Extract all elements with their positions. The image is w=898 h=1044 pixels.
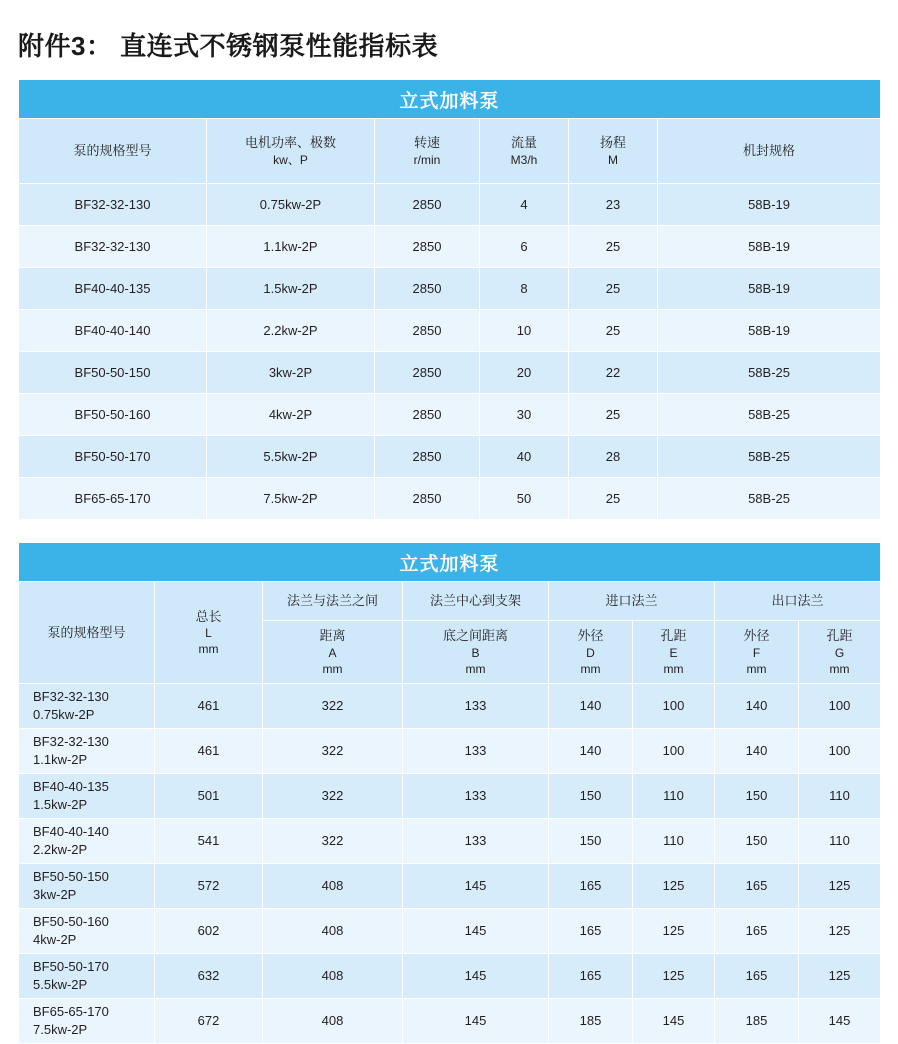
cell-outlet-g: 125 (799, 953, 881, 998)
cell-head: 25 (569, 394, 658, 436)
table-performance-caption: 立式加料泵 (19, 80, 881, 119)
header-inlet-outer-d-unit: mm (580, 661, 601, 676)
table-row (19, 683, 881, 728)
table-row (19, 818, 881, 863)
table-row (19, 998, 881, 1043)
header-distance-b-unit: mm (465, 661, 486, 676)
table-dimensions-caption-row (19, 543, 881, 582)
header-inlet-hole-e-main: 孔距 (660, 628, 687, 643)
header-inlet-flange: 进口法兰 (549, 582, 715, 621)
header-power-unit: kw、P (273, 152, 308, 167)
cell-flow: 40 (480, 436, 569, 478)
header-speed-unit: r/min (413, 152, 441, 167)
cell-seal: 58B-19 (658, 310, 881, 352)
cell-model-line1: BF50-50-160 (33, 913, 109, 929)
cell-speed: 2850 (375, 352, 480, 394)
cell-outlet-g: 125 (799, 863, 881, 908)
table-row (19, 728, 881, 773)
cell-speed: 2850 (375, 310, 480, 352)
table-row (19, 310, 881, 352)
cell-head: 22 (569, 352, 658, 394)
header-inlet-outer-d (549, 621, 633, 684)
cell-distance-b: 145 (403, 953, 549, 998)
header-seal-main: 机封规格 (743, 143, 796, 159)
cell-head: 28 (569, 436, 658, 478)
header-outlet-flange: 出口法兰 (715, 582, 881, 621)
header-seal (658, 119, 881, 184)
cell-power: 5.5kw-2P (207, 436, 375, 478)
table-row (19, 226, 881, 268)
header-outlet-hole-g-code: G (834, 645, 845, 660)
table-row (19, 773, 881, 818)
cell-inlet-d: 165 (549, 953, 633, 998)
cell-inlet-d: 165 (549, 908, 633, 953)
header-outlet-hole-g (799, 621, 881, 684)
table-row (19, 394, 881, 436)
cell-length-l: 602 (155, 908, 263, 953)
cell-length-l: 632 (155, 953, 263, 998)
cell-power: 1.1kw-2P (207, 226, 375, 268)
cell-length-l: 461 (155, 683, 263, 728)
cell-length-l: 572 (155, 863, 263, 908)
cell-seal: 58B-25 (658, 478, 881, 520)
page-title: 附件3： 直连式不锈钢泵性能指标表 (18, 31, 439, 61)
header-speed (375, 119, 480, 184)
cell-distance-a: 322 (263, 818, 403, 863)
header-model-label: 泵的规格型号 (47, 624, 126, 640)
cell-distance-a: 408 (263, 998, 403, 1043)
cell-model-line2: 1.1kw-2P (33, 751, 88, 767)
cell-outlet-f: 165 (715, 863, 799, 908)
cell-distance-b: 145 (403, 863, 549, 908)
cell-model-line1: BF40-40-140 (33, 823, 109, 839)
cell-head: 25 (569, 268, 658, 310)
header-distance-a-main: 距离 (319, 628, 346, 643)
cell-model-line2: 2.2kw-2P (33, 841, 88, 857)
cell-model-line1: BF32-32-130 (33, 688, 109, 704)
header-distance-b (403, 621, 549, 684)
cell-model-line1: BF32-32-130 (33, 733, 109, 749)
cell-inlet-e: 125 (633, 863, 715, 908)
cell-outlet-f: 165 (715, 953, 799, 998)
cell-power: 1.5kw-2P (207, 268, 375, 310)
cell-speed: 2850 (375, 184, 480, 226)
cell-inlet-e: 125 (633, 953, 715, 998)
cell-distance-b: 145 (403, 998, 549, 1043)
cell-flow: 10 (480, 310, 569, 352)
table-performance-caption-row (19, 80, 881, 119)
header-total-length-label: 总长 (195, 608, 222, 624)
cell-model (19, 728, 155, 773)
cell-outlet-g: 100 (799, 683, 881, 728)
header-distance-b-main: 底之间距离 (442, 628, 508, 643)
cell-distance-a: 408 (263, 863, 403, 908)
cell-model: BF40-40-140 (19, 310, 207, 352)
cell-inlet-d: 150 (549, 773, 633, 818)
cell-seal: 58B-19 (658, 268, 881, 310)
cell-model: BF65-65-170 (19, 478, 207, 520)
cell-model: BF50-50-160 (19, 394, 207, 436)
header-flange-between: 法兰与法兰之间 (263, 582, 403, 621)
cell-distance-a: 322 (263, 728, 403, 773)
cell-distance-a: 322 (263, 683, 403, 728)
cell-power: 3kw-2P (207, 352, 375, 394)
cell-seal: 58B-25 (658, 436, 881, 478)
cell-inlet-d: 140 (549, 728, 633, 773)
header-outlet-outer-f-unit: mm (746, 661, 767, 676)
header-total-length (155, 582, 263, 684)
cell-outlet-g: 125 (799, 908, 881, 953)
cell-distance-b: 133 (403, 728, 549, 773)
cell-model: BF50-50-170 (19, 436, 207, 478)
cell-flow: 50 (480, 478, 569, 520)
table-dimensions (18, 542, 881, 1044)
cell-inlet-e: 100 (633, 728, 715, 773)
header-model (19, 582, 155, 684)
cell-model-line2: 5.5kw-2P (33, 976, 88, 992)
header-distance-b-code: B (471, 645, 480, 660)
cell-seal: 58B-19 (658, 226, 881, 268)
header-flow-main: 流量 (510, 135, 537, 151)
header-outlet-outer-f (715, 621, 799, 684)
table-row (19, 184, 881, 226)
cell-outlet-f: 150 (715, 818, 799, 863)
cell-model-line2: 4kw-2P (33, 931, 77, 947)
cell-model (19, 818, 155, 863)
header-model (19, 119, 207, 184)
cell-inlet-e: 145 (633, 998, 715, 1043)
header-inlet-hole-e-code: E (669, 645, 678, 660)
header-flow (480, 119, 569, 184)
cell-distance-a: 322 (263, 773, 403, 818)
cell-flow: 20 (480, 352, 569, 394)
cell-flow: 8 (480, 268, 569, 310)
header-total-length-code: L (205, 626, 212, 641)
cell-model (19, 863, 155, 908)
cell-model-line2: 0.75kw-2P (33, 706, 95, 722)
table-performance (18, 79, 881, 520)
cell-outlet-f: 140 (715, 728, 799, 773)
table-row (19, 268, 881, 310)
header-head (569, 119, 658, 184)
cell-speed: 2850 (375, 478, 480, 520)
header-power-main: 电机功率、极数 (244, 135, 336, 151)
cell-model: BF40-40-135 (19, 268, 207, 310)
cell-flow: 30 (480, 394, 569, 436)
header-inlet-outer-d-code: D (586, 645, 595, 660)
header-flow-unit: M3/h (510, 152, 538, 167)
cell-model-line1: BF65-65-170 (33, 1003, 109, 1019)
cell-flow: 4 (480, 184, 569, 226)
cell-length-l: 461 (155, 728, 263, 773)
cell-distance-b: 133 (403, 818, 549, 863)
cell-distance-a: 408 (263, 908, 403, 953)
cell-model: BF32-32-130 (19, 226, 207, 268)
cell-speed: 2850 (375, 436, 480, 478)
header-total-length-unit: mm (198, 642, 219, 657)
cell-seal: 58B-19 (658, 184, 881, 226)
cell-inlet-e: 125 (633, 908, 715, 953)
cell-power: 7.5kw-2P (207, 478, 375, 520)
cell-inlet-e: 110 (633, 818, 715, 863)
cell-model-line2: 3kw-2P (33, 886, 77, 902)
header-outlet-hole-g-main: 孔距 (826, 628, 853, 643)
cell-inlet-d: 165 (549, 863, 633, 908)
cell-speed: 2850 (375, 226, 480, 268)
cell-head: 25 (569, 226, 658, 268)
header-model-main: 泵的规格型号 (73, 143, 152, 159)
cell-power: 0.75kw-2P (207, 184, 375, 226)
cell-length-l: 672 (155, 998, 263, 1043)
cell-model (19, 773, 155, 818)
cell-model-line1: BF50-50-150 (33, 868, 109, 884)
table-row (19, 953, 881, 998)
header-head-unit: M (608, 152, 618, 167)
cell-distance-a: 408 (263, 953, 403, 998)
cell-model-line2: 7.5kw-2P (33, 1021, 88, 1037)
table-gap (18, 520, 880, 542)
table-row (19, 863, 881, 908)
cell-distance-b: 145 (403, 908, 549, 953)
cell-outlet-f: 140 (715, 683, 799, 728)
cell-distance-b: 133 (403, 773, 549, 818)
table-dimensions-group-header-row (19, 582, 881, 621)
header-outlet-outer-f-code: F (752, 645, 761, 660)
table-row (19, 478, 881, 520)
cell-inlet-d: 140 (549, 683, 633, 728)
header-outlet-outer-f-main: 外径 (743, 628, 770, 643)
table-performance-header-row (19, 119, 881, 184)
cell-length-l: 541 (155, 818, 263, 863)
cell-outlet-g: 100 (799, 728, 881, 773)
cell-distance-b: 133 (403, 683, 549, 728)
header-head-main: 扬程 (599, 135, 626, 151)
cell-outlet-g: 145 (799, 998, 881, 1043)
cell-model (19, 998, 155, 1043)
cell-seal: 58B-25 (658, 394, 881, 436)
cell-model (19, 953, 155, 998)
header-distance-a-code: A (328, 645, 337, 660)
cell-outlet-f: 185 (715, 998, 799, 1043)
cell-model-line1: BF40-40-135 (33, 778, 109, 794)
cell-inlet-e: 100 (633, 683, 715, 728)
cell-speed: 2850 (375, 394, 480, 436)
cell-model-line2: 1.5kw-2P (33, 796, 88, 812)
header-distance-a-unit: mm (322, 661, 343, 676)
cell-model: BF32-32-130 (19, 184, 207, 226)
table-row (19, 436, 881, 478)
cell-head: 25 (569, 478, 658, 520)
cell-outlet-g: 110 (799, 773, 881, 818)
cell-power: 4kw-2P (207, 394, 375, 436)
cell-flow: 6 (480, 226, 569, 268)
cell-model-line1: BF50-50-170 (33, 958, 109, 974)
header-outlet-hole-g-unit: mm (829, 661, 850, 676)
header-flange-center: 法兰中心到支架 (403, 582, 549, 621)
cell-model (19, 683, 155, 728)
table-row (19, 352, 881, 394)
cell-seal: 58B-25 (658, 352, 881, 394)
cell-model: BF50-50-150 (19, 352, 207, 394)
cell-speed: 2850 (375, 268, 480, 310)
cell-length-l: 501 (155, 773, 263, 818)
header-speed-main: 转速 (413, 135, 440, 151)
cell-inlet-d: 150 (549, 818, 633, 863)
cell-inlet-d: 185 (549, 998, 633, 1043)
cell-outlet-f: 165 (715, 908, 799, 953)
header-inlet-outer-d-main: 外径 (577, 628, 604, 643)
table-row (19, 908, 881, 953)
cell-head: 25 (569, 310, 658, 352)
header-inlet-hole-e-unit: mm (663, 661, 684, 676)
header-inlet-hole-e (633, 621, 715, 684)
table-dimensions-caption: 立式加料泵 (19, 543, 881, 582)
cell-outlet-f: 150 (715, 773, 799, 818)
header-power (207, 119, 375, 184)
cell-inlet-e: 110 (633, 773, 715, 818)
cell-power: 2.2kw-2P (207, 310, 375, 352)
cell-outlet-g: 110 (799, 818, 881, 863)
cell-model (19, 908, 155, 953)
header-distance-a (263, 621, 403, 684)
cell-head: 23 (569, 184, 658, 226)
